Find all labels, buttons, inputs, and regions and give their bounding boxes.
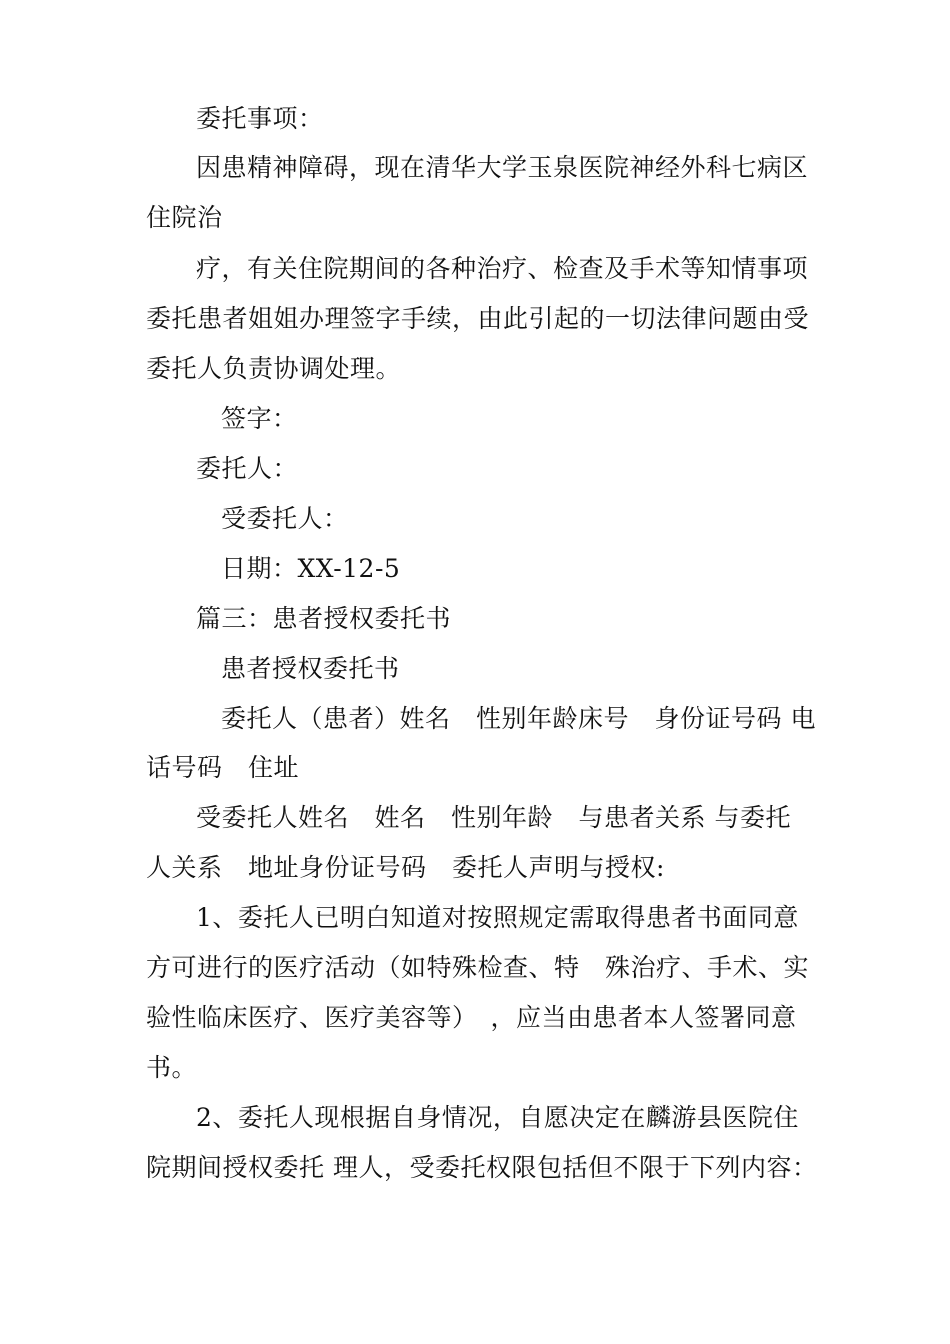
- form-fields-line: 人关系 地址身份证号码 委托人声明与授权:: [146, 853, 665, 882]
- principal-label: 委托人：: [196, 454, 299, 483]
- clause-line: 书。: [146, 1053, 198, 1082]
- section-heading-entrusted-matters: 委托事项：: [196, 104, 324, 133]
- clause-line: 方可进行的医疗活动（如特殊检查、特 殊治疗、手术、实: [146, 953, 810, 982]
- clause-line: 院期间授权委托 理人，受委托权限包括但不限于下列内容：: [146, 1153, 818, 1182]
- document-title: 患者授权委托书: [221, 654, 400, 683]
- paragraph-line: 住院治: [146, 203, 223, 232]
- paragraph-line: 委托人负责协调处理。: [146, 354, 402, 383]
- clause-line: 2、委托人现根据自身情况，自愿决定在麟游县医院住: [196, 1103, 799, 1132]
- agent-label: 受委托人：: [221, 504, 349, 533]
- paragraph-line: 疗，有关住院期间的各种治疗、检查及手术等知情事项: [196, 254, 809, 283]
- clause-line: 验性临床医疗、医疗美容等） ，应当由患者本人签署同意: [146, 1003, 797, 1032]
- paragraph-line: 委托患者姐姐办理签字手续，由此引起的一切法律问题由受: [146, 304, 810, 333]
- form-fields-line: 委托人（患者）姓名 性别年龄床号 身份证号码 电: [221, 704, 816, 733]
- signature-label: 签字：: [221, 404, 298, 433]
- date-line: 日期：XX-12-5: [221, 554, 401, 583]
- form-fields-line: 话号码 住址: [146, 753, 300, 782]
- clause-line: 1、委托人已明白知道对按照规定需取得患者书面同意: [196, 903, 799, 932]
- paragraph-line: 因患精神障碍，现在清华大学玉泉医院神经外科七病区: [196, 153, 809, 182]
- form-fields-line: 受委托人姓名 姓名 性别年龄 与患者关系 与委托: [196, 803, 791, 832]
- chapter-heading: 篇三：患者授权委托书: [196, 604, 452, 633]
